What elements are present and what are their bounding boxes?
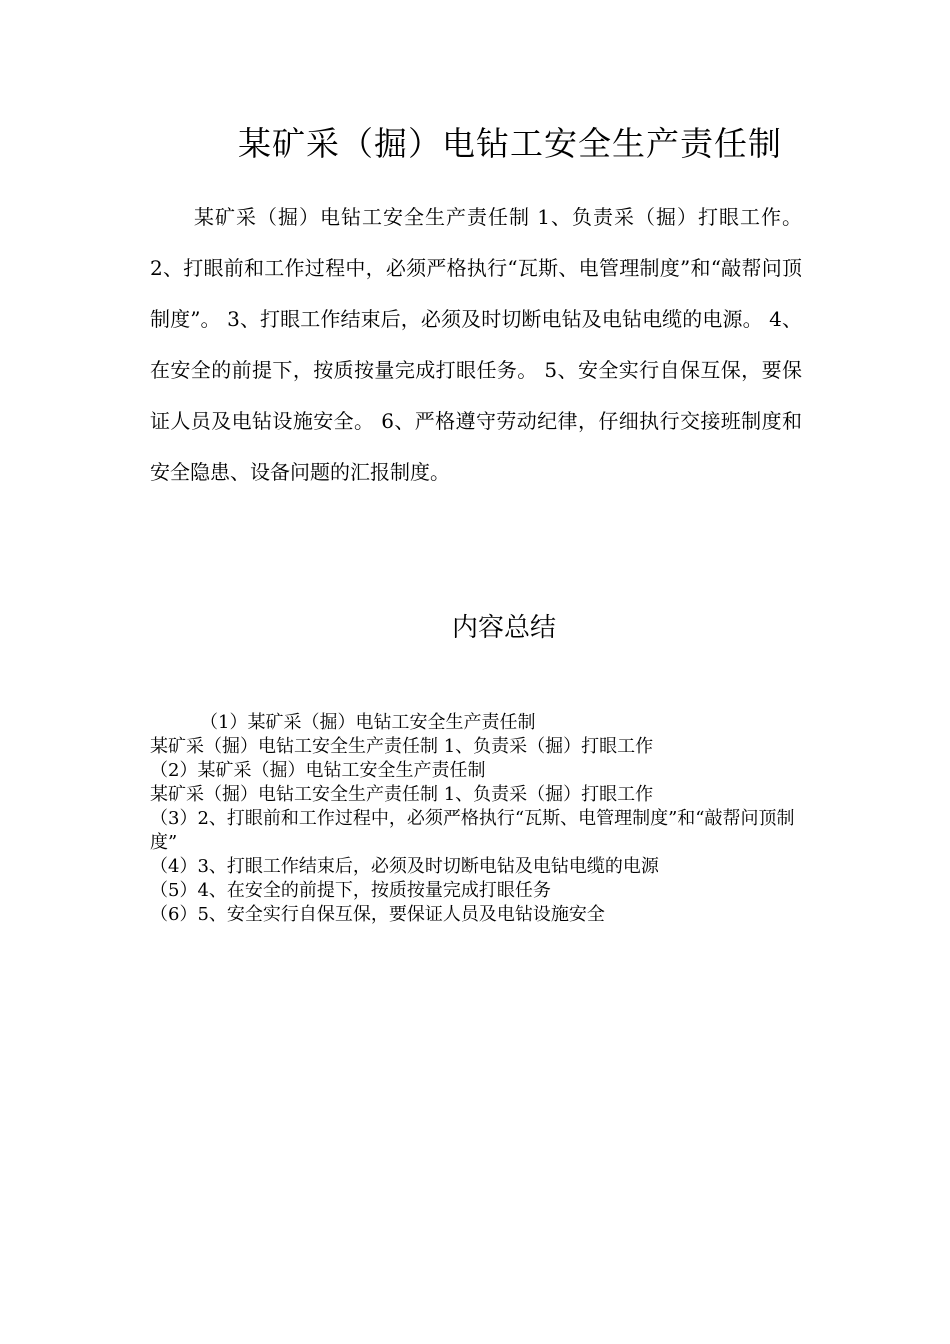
summary-line: （4）3、打眼工作结束后，必须及时切断电钻及电钻电缆的电源: [150, 856, 659, 877]
summary-heading: 内容总结: [451, 613, 556, 643]
summary-line: （6）5、安全实行自保互保，要保证人员及电钻设施安全: [150, 904, 605, 925]
summary-list: [150, 711, 802, 927]
summary-line: （3）2、打眼前和工作过程中，必须严格执行“瓦斯、电管理制度”和“敲帮问顶制度”: [150, 808, 795, 853]
summary-line: 某矿采（掘）电钻工安全生产责任制 1、负责采（掘）打眼工作: [150, 784, 654, 805]
summary-line: 某矿采（掘）电钻工安全生产责任制 1、负责采（掘）打眼工作: [150, 736, 654, 757]
summary-line: （2）某矿采（掘）电钻工安全生产责任制: [150, 760, 486, 781]
document-title: 某矿采（掘）电钻工安全生产责任制: [238, 124, 782, 163]
document-body-paragraph: 某矿采（掘）电钻工安全生产责任制 1、负责采（掘）打眼工作。 2、打眼前和工作过程中，必须严格执行“瓦斯、电管理制度”和“敲帮问顶制度”。 3、打眼工作结束后，必须及时切断电钻及电钻电缆的电源。 4、在安全的前提下，按质按量完成打眼任务。 5、安全实行自保互保，要保证人员及电钻设施安全。 6、严格遵守劳动纪律，仔细执行交接班制度和安全隐患、设备问题的汇报制度。: [150, 205, 802, 484]
summary-line: （5）4、在安全的前提下，按质按量完成打眼任务: [150, 880, 551, 901]
summary-line: （1）某矿采（掘）电钻工安全生产责任制: [200, 712, 536, 733]
